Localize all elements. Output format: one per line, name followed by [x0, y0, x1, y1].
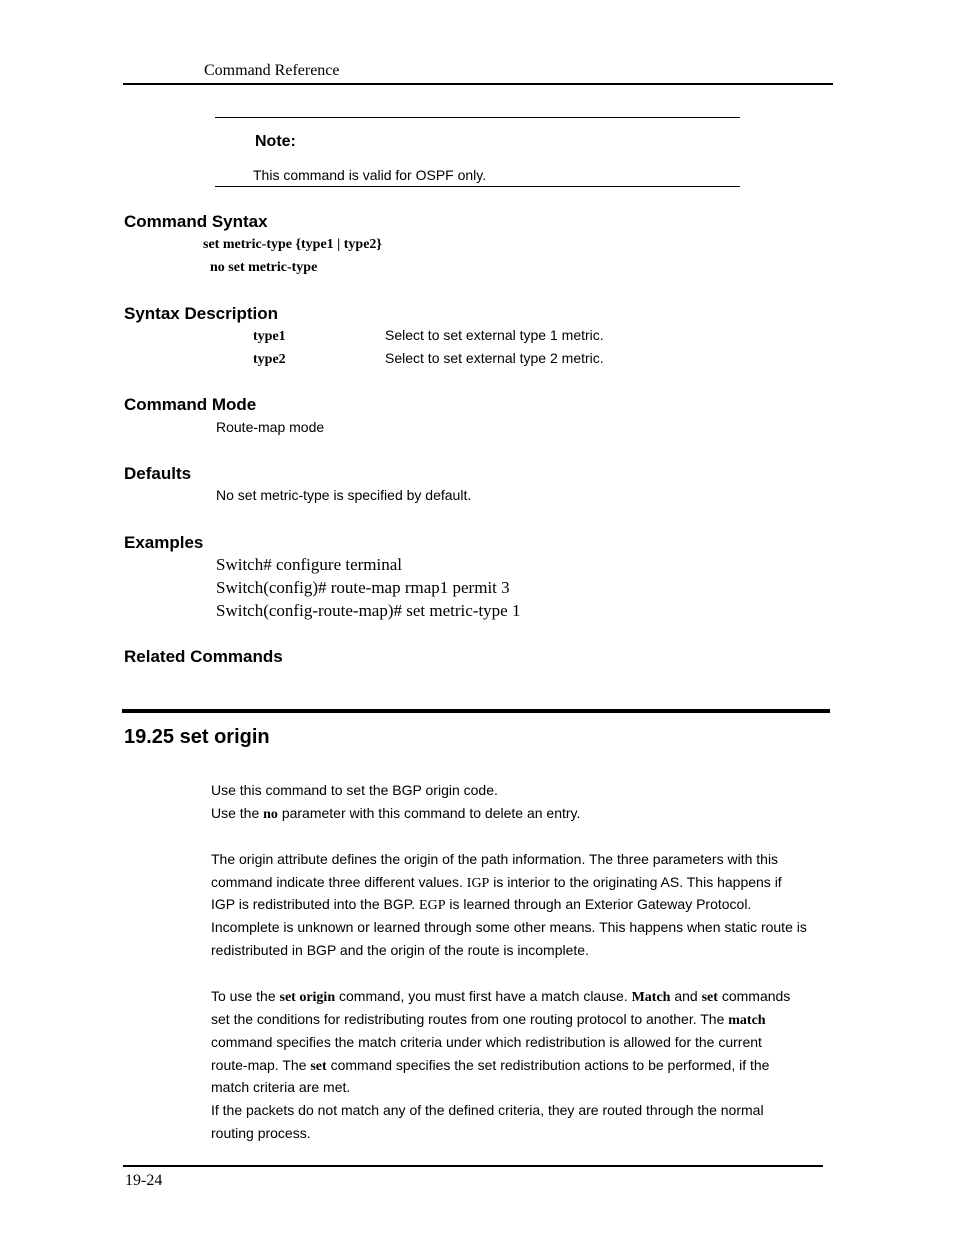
command-mode-text: Route-map mode	[216, 419, 325, 435]
examples-heading: Examples	[124, 533, 204, 552]
p3-line-4: route-map. The set command specifies the set redistribution actions to be performed, if the	[211, 1057, 770, 1074]
example-line-3: Switch(config-route-map)# set metric-type 1	[216, 601, 521, 620]
section-title: 19.25 set origin	[124, 726, 270, 748]
note-title: Note:	[255, 133, 296, 150]
example-line-1: Switch# configure terminal	[216, 555, 403, 574]
p1-line-2: Use the no parameter with this command to delete an entry.	[211, 805, 581, 822]
note-top-rule	[215, 117, 740, 118]
p2-line-1: The origin attribute defines the origin of the path information. The three parameters with this	[211, 851, 779, 867]
page-number: 19-24	[125, 1172, 163, 1189]
syntax-term-type1: type1	[253, 329, 286, 344]
command-mode-heading: Command Mode	[124, 395, 257, 414]
note-bottom-rule	[215, 186, 740, 187]
running-header: Command Reference	[204, 62, 340, 79]
p2-line-5: redistributed in BGP and the origin of the route is incomplete.	[211, 942, 589, 958]
defaults-text: No set metric-type is specified by default.	[216, 487, 472, 503]
syntax-description-heading: Syntax Description	[124, 304, 278, 323]
note-text: This command is valid for OSPF only.	[253, 167, 487, 183]
p3-line-7: routing process.	[211, 1125, 311, 1141]
command-syntax-heading: Command Syntax	[124, 212, 268, 231]
section-rule	[122, 709, 830, 713]
p2-line-2: command indicate three different values. IGP is interior to the originating AS. This happens if	[211, 874, 782, 891]
syntax-line-1: set metric-type {type1 | type2}	[203, 237, 382, 252]
syntax-desc-type1: Select to set external type 1 metric.	[385, 327, 604, 343]
p3-line-5: match criteria are met.	[211, 1079, 351, 1095]
p2-line-3: IGP is redistributed into the BGP. EGP is learned through an Exterior Gateway Protocol.	[211, 896, 752, 913]
syntax-line-2: no set metric-type	[210, 260, 318, 275]
syntax-term-type2: type2	[253, 352, 286, 367]
example-line-2: Switch(config)# route-map rmap1 permit 3	[216, 578, 510, 597]
p3-line-2: set the conditions for redistributing routes from one routing protocol to another. The match	[211, 1011, 766, 1028]
header-rule	[123, 83, 833, 85]
p3-line-1: To use the set origin command, you must first have a match clause. Match and set commands	[211, 988, 791, 1005]
footer-rule	[123, 1165, 823, 1167]
defaults-heading: Defaults	[124, 464, 192, 483]
p2-line-4: Incomplete is unknown or learned through some other means. This happens when static route is	[211, 919, 807, 935]
p1-line-1: Use this command to set the BGP origin code.	[211, 782, 498, 798]
p3-line-3: command specifies the match criteria under which redistribution is allowed for the current	[211, 1034, 762, 1050]
p3-line-6: If the packets do not match any of the defined criteria, they are routed through the normal	[211, 1102, 764, 1118]
syntax-desc-type2: Select to set external type 2 metric.	[385, 350, 604, 366]
related-commands-heading: Related Commands	[124, 647, 283, 666]
